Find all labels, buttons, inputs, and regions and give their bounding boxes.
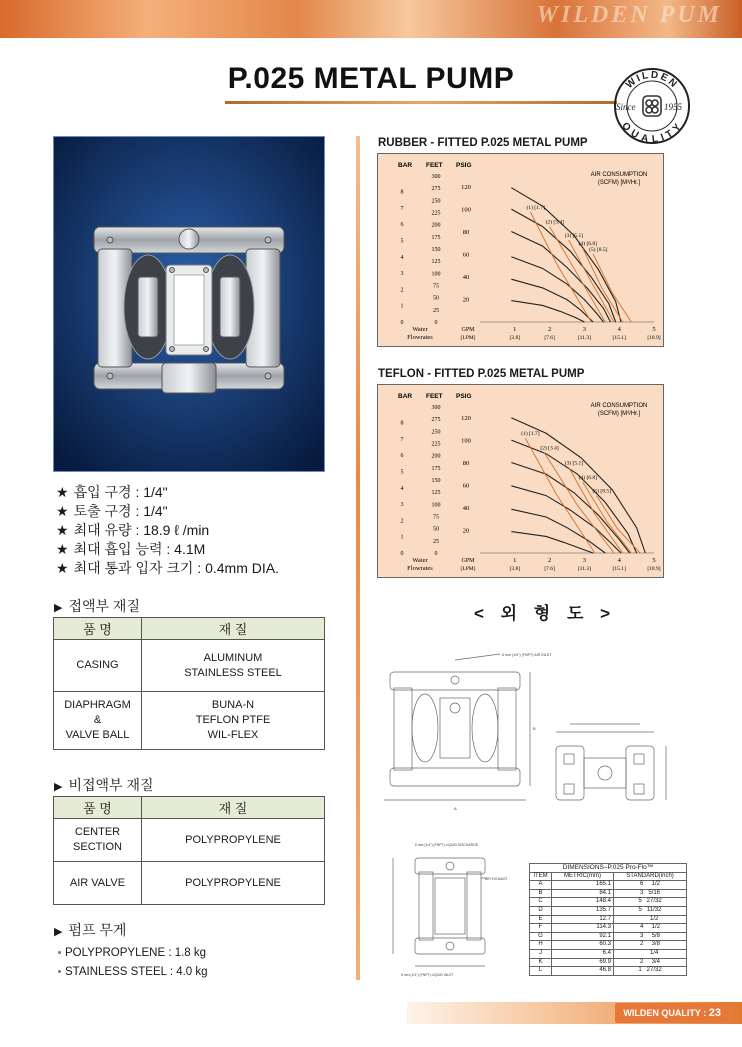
x-tick-lpm: [3.8] xyxy=(509,566,521,572)
title-underline xyxy=(225,101,617,104)
table-cell: 3 5/8 xyxy=(614,932,687,941)
air-curve-label: (2) [3.4] xyxy=(540,445,559,452)
top-view-drawing xyxy=(550,718,688,810)
table-cell: 5 11/32 xyxy=(614,906,687,915)
table-cell: E xyxy=(530,915,552,924)
feet-tick-label: 125 xyxy=(431,490,441,497)
psig-tick-label: 20 xyxy=(462,527,470,535)
table-cell: 2 3/8 xyxy=(614,941,687,950)
feet-tick-label: 25 xyxy=(433,538,439,545)
table-cell-item: CENTER SECTION xyxy=(54,819,142,862)
table-cell-item: DIAPHRAGM & VALVE BALL xyxy=(54,692,142,750)
table-cell: B xyxy=(530,889,552,898)
table-cell: D xyxy=(530,906,552,915)
pump-product-photo xyxy=(53,136,325,472)
feet-tick-label: 300 xyxy=(431,405,441,411)
air-consumption-curve-5 xyxy=(597,496,640,553)
dimension-drawing-title: < 외 형 도 > xyxy=(474,604,617,623)
axis-header-psig: PSIG xyxy=(456,393,472,400)
x-tick-lpm: [18.9] xyxy=(647,566,661,572)
list-item: POLYPROPYLENE : 1.8 kg xyxy=(58,944,208,963)
table-cell: G xyxy=(530,932,552,941)
table-row xyxy=(530,915,687,924)
air-consumption-curve-4 xyxy=(583,248,623,322)
bullet-dot-icon xyxy=(58,970,61,973)
star-icon: ★ xyxy=(56,484,69,500)
nonwetted-materials-heading: ▶ 비접액부 재질 xyxy=(54,777,154,793)
air-curve-label: (3) [5.1] xyxy=(564,233,584,240)
table-row xyxy=(530,958,687,967)
bar-tick-label: 8 xyxy=(400,420,404,427)
legend-text: AIR CONSUMPTION xyxy=(590,403,648,409)
bar-tick-label: 1 xyxy=(400,534,404,541)
chart-title-teflon: TEFLON - FITTED P.025 METAL PUMP xyxy=(378,368,585,380)
page-footer xyxy=(0,997,742,1027)
feet-tick-label: 225 xyxy=(431,441,441,448)
x-tick-lpm: [11.3] xyxy=(577,335,591,341)
chart-title-rubber: RUBBER - FITTED P.025 METAL PUMP xyxy=(378,137,588,149)
x-tick-gpm: 1 xyxy=(513,326,517,333)
x-tick-lpm: [18.9] xyxy=(647,335,661,341)
triangle-bullet-icon: ▶ xyxy=(54,602,63,614)
air-curve-label: (5) [8.5] xyxy=(592,488,611,495)
x-unit-label: [LPM] xyxy=(460,335,476,341)
x-tick-lpm: [15.1] xyxy=(612,566,626,572)
bullet-dot-icon xyxy=(58,951,61,954)
seal-bottom-text: QUALITY xyxy=(619,120,685,146)
liquid-discharge-label: 6 mm (1/4") (FNPT) LIQUID DISCHARGE xyxy=(415,843,478,847)
chart-rubber-fitted xyxy=(377,153,664,347)
feet-tick-label: 225 xyxy=(431,210,441,217)
pump-weight-heading: ▶ 펌프 무게 xyxy=(54,922,127,938)
air-curve-label: (1) [1.7] xyxy=(521,431,540,438)
feet-tick-label: 150 xyxy=(431,478,441,484)
table-cell: C xyxy=(530,898,552,907)
feet-tick-label: 50 xyxy=(433,526,439,533)
x-axis-label: Water xyxy=(412,557,428,564)
table-cell-material: POLYPROPYLENE xyxy=(142,862,325,905)
col-header-item: ITEM xyxy=(530,872,552,881)
x-tick-lpm: [15.1] xyxy=(612,335,626,341)
list-item: STAINLESS STEEL : 4.0 kg xyxy=(58,963,208,982)
bar-tick-label: 6 xyxy=(400,222,404,229)
x-tick-gpm: 5 xyxy=(652,326,656,333)
front-view-drawing xyxy=(380,650,552,815)
feet-tick-label: 250 xyxy=(431,429,441,436)
table-cell: 6 1/2 xyxy=(614,881,687,890)
seal-since-text: Since xyxy=(616,102,636,112)
vertical-accent-bar xyxy=(356,136,360,980)
liquid-inlet-label: 6 mm (1/4") (FNPT) LIQUID INLET xyxy=(401,973,454,977)
table-cell-item: CASING xyxy=(54,640,142,692)
feet-tick-label: 25 xyxy=(433,307,439,314)
col-header-metric: METRIC(mm) xyxy=(552,872,614,881)
side-view-drawing xyxy=(385,838,525,983)
feet-tick-label: 300 xyxy=(431,174,441,180)
weight-list xyxy=(58,944,208,982)
x-tick-gpm: 3 xyxy=(582,557,587,564)
pressure-curve-20 xyxy=(511,532,593,553)
banner-emboss-text: WILDEN PUM xyxy=(536,2,722,28)
bar-tick-label: 3 xyxy=(400,502,404,509)
air-curve-label: (3) [5.1] xyxy=(564,460,584,467)
table-cell: L xyxy=(530,967,552,976)
dimensions-caption: DIMENSIONS–P.025 Pro-Flo™ xyxy=(530,864,687,873)
air-inlet-label: 6 mm (1/4") (FNPT) AIR INLET xyxy=(502,653,552,657)
x-tick-gpm: 3 xyxy=(582,326,587,333)
page-title: P.025 METAL PUMP xyxy=(227,62,515,95)
svg-text:B: B xyxy=(533,726,536,731)
bar-tick-label: 1 xyxy=(400,303,404,310)
table-cell: 46.8 xyxy=(552,967,614,976)
footer-page-tag: WILDEN QUALITY : 23 xyxy=(615,1003,729,1023)
bar-tick-label: 7 xyxy=(400,436,404,443)
top-banner xyxy=(0,0,742,38)
table-cell-material: ALUMINUM STAINLESS STEEL xyxy=(142,640,325,692)
bar-tick-label: 4 xyxy=(400,485,404,492)
table-cell: F xyxy=(530,924,552,933)
air-consumption-curve-2 xyxy=(544,453,614,553)
table-cell-material: BUNA-N TEFLON PTFE WIL-FLEX xyxy=(142,692,325,750)
spec-item: ★ 흡입 구경 : 1/4ʺ xyxy=(56,484,168,500)
star-icon: ★ xyxy=(56,503,69,519)
x-tick-gpm: 2 xyxy=(547,557,552,564)
axis-header-feet: FEET xyxy=(426,162,443,169)
x-axis-label: Flowrates xyxy=(407,565,433,572)
psig-tick-label: 100 xyxy=(461,206,471,214)
table-cell: 3 5/16 xyxy=(614,889,687,898)
legend-text: (SCFM) [M³/Hr.] xyxy=(597,180,641,186)
dimensions-table xyxy=(529,863,687,976)
feet-tick-label: 175 xyxy=(431,465,441,472)
table-cell: 114.3 xyxy=(552,924,614,933)
axis-header-psig: PSIG xyxy=(456,162,472,169)
table-cell: 1/2 xyxy=(614,915,687,924)
table-row xyxy=(530,898,687,907)
feet-tick-label: 75 xyxy=(433,514,439,521)
star-icon: ★ xyxy=(56,541,69,557)
x-tick-gpm: 4 xyxy=(617,326,621,333)
feet-tick-label: 125 xyxy=(431,259,441,266)
bar-tick-label: 4 xyxy=(400,254,404,261)
axis-header-bar: BAR xyxy=(398,393,413,400)
spec-list xyxy=(56,483,279,578)
axis-header-feet: FEET xyxy=(426,393,443,400)
feet-tick-label: 50 xyxy=(433,295,439,302)
x-axis-label: Water xyxy=(412,326,428,333)
table-row xyxy=(530,924,687,933)
col-header-standard: STANDARD(inch) xyxy=(614,872,687,881)
air-curve-label: (5) [8.5] xyxy=(589,246,608,253)
bar-tick-label: 6 xyxy=(400,453,404,460)
pressure-curve-40 xyxy=(511,279,593,322)
psig-tick-label: 60 xyxy=(462,251,470,259)
table-cell: 84.1 xyxy=(552,889,614,898)
col-header-material: 재 질 xyxy=(142,797,325,819)
air-curve-label: (1) [1.7] xyxy=(526,205,545,212)
feet-tick-label: 100 xyxy=(431,271,441,278)
air-curve-label: (2) [3.4] xyxy=(545,219,564,226)
psig-tick-label: 100 xyxy=(461,437,471,445)
psig-tick-label: 60 xyxy=(462,482,470,490)
table-cell: 165.1 xyxy=(552,881,614,890)
feet-tick-label: 275 xyxy=(431,186,441,193)
x-tick-gpm: 1 xyxy=(513,557,517,564)
table-cell: A xyxy=(530,881,552,890)
bar-tick-label: 2 xyxy=(400,287,404,294)
x-tick-lpm: [3.8] xyxy=(509,335,521,341)
table-cell-material: POLYPROPYLENE xyxy=(142,819,325,862)
psig-tick-label: 80 xyxy=(462,229,470,237)
table-cell: 12.7 xyxy=(552,915,614,924)
feet-tick-label: 100 xyxy=(431,502,441,509)
table-row xyxy=(530,932,687,941)
wilden-quality-seal-logo xyxy=(612,66,692,146)
psig-tick-label: 40 xyxy=(462,505,470,513)
bar-tick-label: 8 xyxy=(400,189,404,196)
triangle-bullet-icon: ▶ xyxy=(54,926,63,938)
bar-tick-label: 0 xyxy=(400,551,404,557)
table-cell: K xyxy=(530,958,552,967)
spec-item: ★ 최대 흡입 능력 : 4.1M xyxy=(56,541,206,557)
feet-tick-label: 0 xyxy=(434,320,438,326)
feet-tick-label: 150 xyxy=(431,247,441,253)
table-cell: 6.4 xyxy=(552,949,614,958)
psig-tick-label: 120 xyxy=(461,415,471,423)
wetted-materials-table xyxy=(53,617,325,750)
wetted-materials-heading: ▶ 접액부 재질 xyxy=(54,598,140,614)
chart-teflon-fitted xyxy=(377,384,664,578)
page-number: 23 xyxy=(708,1007,721,1019)
pressure-curve-60 xyxy=(511,257,603,322)
table-cell: 135.7 xyxy=(552,906,614,915)
bar-tick-label: 2 xyxy=(400,518,404,525)
legend-text: (SCFM) [M³/Hr.] xyxy=(597,411,641,417)
table-cell: 5 27/32 xyxy=(614,898,687,907)
x-axis-label: Flowrates xyxy=(407,334,433,341)
x-tick-lpm: [7.6] xyxy=(544,335,555,341)
table-row xyxy=(530,906,687,915)
table-cell: 69.9 xyxy=(552,958,614,967)
bar-tick-label: 7 xyxy=(400,205,404,212)
feet-tick-label: 0 xyxy=(434,551,438,557)
table-cell-item: AIR VALVE xyxy=(54,862,142,905)
nonwetted-materials-table xyxy=(53,796,325,905)
axis-header-bar: BAR xyxy=(398,162,413,169)
seal-year-text: 1955 xyxy=(664,102,682,112)
air-curve-label: (4) [6.8] xyxy=(578,474,597,481)
x-unit-label: [LPM] xyxy=(460,566,476,572)
x-unit-label: GPM xyxy=(461,558,475,564)
table-cell: 1 27/32 xyxy=(614,967,687,976)
col-header-item: 품 명 xyxy=(54,618,142,640)
star-icon: ★ xyxy=(56,560,69,576)
air-exhaust-label: AIR EXHAUST xyxy=(485,877,508,881)
pressure-curve-20 xyxy=(511,301,584,322)
feet-tick-label: 175 xyxy=(431,234,441,241)
feet-tick-label: 275 xyxy=(431,417,441,424)
table-row xyxy=(530,941,687,950)
table-row xyxy=(530,949,687,958)
x-tick-gpm: 5 xyxy=(652,557,656,564)
table-cell: 2 3/4 xyxy=(614,958,687,967)
feet-tick-label: 200 xyxy=(431,453,441,460)
x-unit-label: GPM xyxy=(461,327,475,333)
psig-tick-label: 40 xyxy=(462,274,470,282)
col-header-material: 재 질 xyxy=(142,618,325,640)
table-cell: J xyxy=(530,949,552,958)
x-tick-gpm: 4 xyxy=(617,557,621,564)
bar-tick-label: 0 xyxy=(400,320,404,326)
spec-item: ★ 최대 통과 입자 크기 : 0.4mm DIA. xyxy=(56,560,279,576)
feet-tick-label: 75 xyxy=(433,283,439,290)
pressure-curve-80 xyxy=(511,462,629,553)
feet-tick-label: 200 xyxy=(431,222,441,229)
x-tick-gpm: 2 xyxy=(547,326,552,333)
air-curve-label: (4) [6.8] xyxy=(578,241,597,248)
table-cell: 92.1 xyxy=(552,932,614,941)
bar-tick-label: 5 xyxy=(400,469,404,476)
table-row xyxy=(530,967,687,976)
spec-item: ★ 토출 구경 : 1/4ʺ xyxy=(56,503,168,519)
spec-item: ★ 최대 유량 : 18.9 ℓ /min xyxy=(56,522,210,538)
table-cell: 4 1/2 xyxy=(614,924,687,933)
table-cell: 60.3 xyxy=(552,941,614,950)
pressure-curve-40 xyxy=(511,509,605,553)
col-header-item: 품 명 xyxy=(54,797,142,819)
svg-text:A: A xyxy=(454,806,457,811)
bar-tick-label: 5 xyxy=(400,238,404,245)
triangle-bullet-icon: ▶ xyxy=(54,781,63,793)
table-cell: 1/4 xyxy=(614,949,687,958)
bar-tick-label: 3 xyxy=(400,271,404,278)
x-tick-lpm: [11.3] xyxy=(577,566,591,572)
table-cell: 148.4 xyxy=(552,898,614,907)
seal-top-text: WILDEN xyxy=(624,69,681,91)
x-tick-lpm: [7.6] xyxy=(544,566,555,572)
psig-tick-label: 120 xyxy=(461,184,471,192)
svg-text:WILDEN xyxy=(624,70,680,91)
table-row xyxy=(530,889,687,898)
table-cell: H xyxy=(530,941,552,950)
star-icon: ★ xyxy=(56,522,69,538)
psig-tick-label: 80 xyxy=(462,460,470,468)
legend-text: AIR CONSUMPTION xyxy=(590,172,648,178)
feet-tick-label: 250 xyxy=(431,198,441,205)
svg-text:QUALITY xyxy=(619,120,685,145)
table-row xyxy=(530,881,687,890)
psig-tick-label: 20 xyxy=(462,296,470,304)
